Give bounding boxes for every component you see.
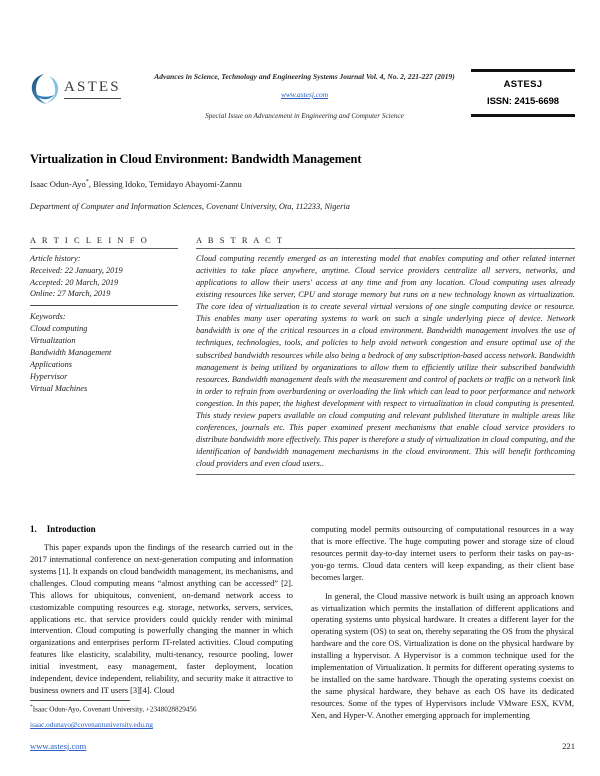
keyword-item: Virtual Machines (30, 384, 88, 394)
abstract-column (196, 236, 575, 475)
intro-paragraph-right-1: computing model permits outsourcing of computational resources in a way that is more effective. The huge computing power and storage size of cloud resources permit day-to-day internet users to perform their tasks on pay-as-you-go terms. Cloud data centers will keep expanding, as their client base becomes larger. (311, 525, 574, 582)
author-others: , Blessing Idoko, Temidayo Abayomi-Zannu (88, 179, 242, 189)
footnote-body: Isaac Odun-Ayo, Covenant University, +2348028829456 (32, 705, 197, 714)
page-number: 221 (562, 741, 575, 751)
keyword-item: Bandwidth Management (30, 348, 112, 358)
article-online-date: Online: 27 March, 2019 (30, 289, 111, 299)
body-column-right (311, 524, 574, 729)
section-label: Introduction (46, 524, 96, 534)
page-footer (30, 741, 575, 751)
globe-swoosh-logo-icon (30, 72, 62, 106)
keyword-item: Cloud computing (30, 324, 88, 334)
author-corresponding-marker: * (85, 179, 89, 186)
keyword-item: Applications (30, 360, 72, 370)
abstract-divider (196, 248, 575, 249)
article-info-heading: A R T I C L E I N F O (30, 236, 149, 245)
issn-rule-top (471, 69, 575, 72)
footnote-rule (30, 700, 130, 701)
journal-logo (30, 68, 148, 106)
intro-paragraph-left: This paper expands upon the findings of the research carried out in the 2017 international conference on next-generation computing and information systems [1]. It expands on cloud bandwidth management, its mechanisms, and challenges. Cloud computing means “almost anything can be accessed” [2]. This allows for ubiquitous, convenient, on-demand network access to customizable computing resources e.g. storage, networks, servers, services, applications etc. that service providers could quickly render with minimal intervention. Cloud computing is powerfully changing the manner in which organizations and enterprises perform IT-related activities. Cloud computing features like elasticity, scalability, multi-tenancy, resource pooling, lower initial investment, easy management, faster deployment, location independent, device independent, reliability, and security make it attractive to business owners and IT users [3][4]. Cloud (30, 543, 293, 696)
author-list (30, 179, 575, 189)
article-info-divider (30, 248, 178, 249)
corresponding-author-footnote (30, 700, 280, 732)
intro-paragraph-right-2: In general, the Cloud massive network is built using an approach known as virtualization which permits the installation of different applications and operating systems unto physical hardware. It creates a different layer for the operating system (OS) to seat on, thereby separating the OS from the physical hardware and the core OS. Virtualization is done on the physical hardware by installing a hypervisor. A Hypervisor is a common technique used for the implementation of Virtualization. It permits for different operating systems to be installed on the same hardware. Though the operating systems coexist on the same physical hardware, they behave as each OS have its dedicated resources. Some of the types of Hypervisors include VMware ESX, KVM, Xen, and Hyper-V. Another emerging approach for implementing (311, 591, 574, 720)
section-number: 1. (30, 524, 37, 534)
author-primary: Isaac Odun-Ayo (30, 179, 86, 189)
footnote-marker: * (30, 704, 33, 710)
issn-box (471, 68, 575, 117)
issn-number: ISSN: 2415-6698 (487, 96, 559, 107)
article-history-label: Article history: (30, 254, 81, 263)
article-info-column (30, 236, 178, 475)
issn-title: ASTESJ (503, 79, 543, 90)
title-block (30, 152, 575, 211)
footer-site-link[interactable]: www.astesj.com (30, 741, 87, 751)
keyword-item: Virtualization (30, 336, 76, 346)
keywords-label: Keywords: (30, 312, 66, 322)
body-column-left (30, 524, 293, 729)
keywords-divider (30, 305, 178, 306)
abstract-bottom-rule (196, 474, 575, 475)
abstract-heading: A B S T R A C T (196, 236, 285, 245)
affiliation: Department of Computer and Information Sciences, Covenant University, Ota, 112233, Nigeria (30, 202, 350, 211)
footnote-email-link[interactable]: isaac.odunayo@covenantuniversity.edu.ng (30, 721, 153, 730)
journal-logo-text: ASTES (64, 79, 121, 98)
journal-info (148, 68, 461, 120)
special-issue-line: Special Issue on Advancement in Engineering and Computer Science (205, 112, 404, 120)
keyword-item: Hypervisor (30, 372, 68, 382)
body-columns (30, 524, 575, 729)
section-heading-introduction (30, 524, 293, 534)
info-abstract-region (30, 236, 575, 475)
masthead (30, 68, 575, 136)
footnote-text (30, 704, 280, 714)
journal-citation: Advances in Science, Technology and Engineering Systems Journal Vol. 4, No. 2, 221-227 (2019) (154, 72, 455, 81)
issn-rule-bottom (471, 114, 575, 117)
page-title: Virtualization in Cloud Environment: Bandwidth Management (30, 152, 362, 166)
abstract-text: Cloud computing recently emerged as an interesting model that enables computing and other related internet activities to take place anywhere, anytime. Cloud service providers centralize all servers, networks, and applications to allow their users' access at any time and from any location. Cloud computing uses already existing resources like server, CPU and storage memory but runs on a new technology known as virtualization. The core idea of virtualization is to create several virtual versions of one single computing device or resource. This enables many user operating systems to work on such a single underlying piece of device. Network bandwidth is one of the critical resources in a cloud environment. Bandwidth management involves the use of techniques, technologies, tools, and policies to help avoid network congestion and ensure optimal use of the subscribed bandwidth resources while also being a bedrock of any subscription-based access network. Bandwidth management is being utilized by organizations to allow them to efficiently utilize their subscribed bandwidth resources. Bandwidth management deals with the measurement and control of packets or traffic on a network link in order to refrain from overburdening or overloading the link which can lead to poor performance and network congestion. In this paper, the highest development with respect to virtualization in cloud computing is presented. This study review papers available on cloud computing and relevant published literature in multiple areas like conferences, journals etc. This paper examined present mechanisms that enable cloud service providers to distribute bandwidth more effectively. This paper is therefore a study of virtualization in cloud computing, and the identification of bandwidth management mechanisms in the cloud environment. This will benefit forthcoming cloud providers and even cloud users.. (196, 254, 575, 469)
article-received-date: Received: 22 January, 2019 (30, 265, 123, 275)
article-accepted-date: Accepted: 20 March, 2019 (30, 277, 119, 287)
journal-url-link[interactable]: www.astesj.com (280, 90, 329, 99)
